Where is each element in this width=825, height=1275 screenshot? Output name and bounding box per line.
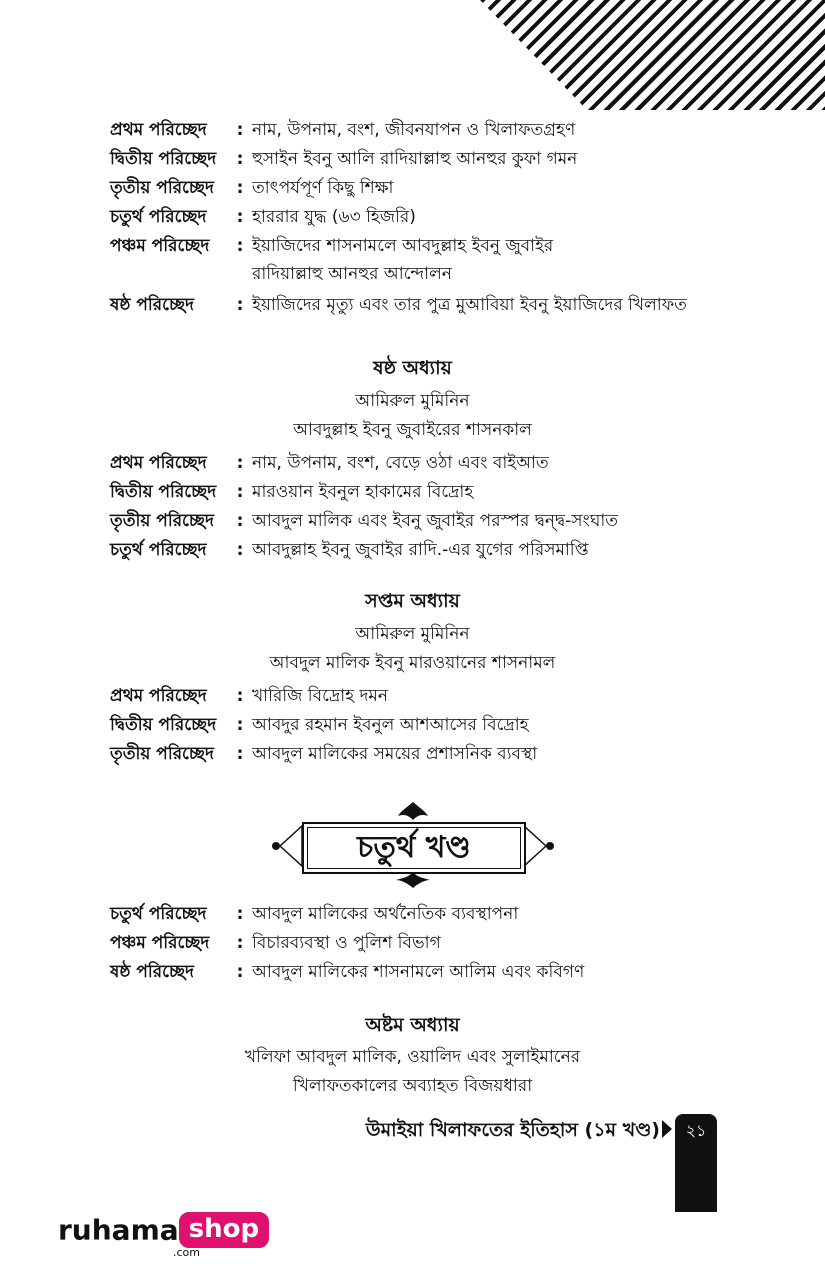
chapter-label: প্রথম পরিচ্ছেদ <box>110 120 207 140</box>
toc-row <box>110 714 529 736</box>
chapter-subtitle: আমিরুল মুমিনিন <box>355 391 470 411</box>
part-banner <box>268 800 558 890</box>
chapter-label: প্রথম পরিচ্ছেদ <box>110 453 207 473</box>
colon: : <box>236 482 244 502</box>
toc-row <box>110 743 537 765</box>
chapter-title: আবদুর রহমান ইবনুল আশআসের বিদ্রোহ <box>252 715 529 735</box>
colon: : <box>236 120 244 140</box>
chapter-label: চতুর্থ পরিচ্ছেদ <box>110 904 207 924</box>
colon: : <box>236 511 244 531</box>
toc-row <box>110 119 575 141</box>
colon: : <box>236 207 244 227</box>
colon: : <box>236 453 244 473</box>
chapter-label: পঞ্চম পরিচ্ছেদ <box>110 933 210 953</box>
colon: : <box>236 962 244 982</box>
chapter-title: আবদুল মালিক এবং ইবনু জুবাইর পরস্পর দ্বন্দ্ব-সংঘাত <box>252 511 619 531</box>
colon: : <box>236 295 244 315</box>
colon: : <box>236 236 244 256</box>
chapter-title: হুসাইন ইবনু আলি রাদিয়াল্লাহু আনহুর কুফা গমন <box>252 149 578 169</box>
chapter-subtitle: খিলাফতকালের অব্যাহত বিজয়ধারা <box>292 1076 533 1096</box>
chapter-subtitle: আবদুল্লাহ ইবনু জুবাইরের শাসনকাল <box>293 420 532 440</box>
running-footer-title: উমাইয়া খিলাফতের ইতিহাস (১ম খণ্ড) <box>365 1119 660 1141</box>
toc-row <box>110 148 577 170</box>
chapter-title: আবদুল্লাহ ইবনু জুবাইর রাদি.-এর যুগের পরিসমাপ্তি <box>252 540 589 560</box>
page-number: ২১ <box>675 1114 717 1212</box>
toc-row <box>110 235 553 257</box>
toc-row <box>110 177 393 199</box>
chapter-title: তাৎপর্যপূর্ণ কিছু শিক্ষা <box>252 178 394 198</box>
colon: : <box>236 904 244 924</box>
chapter-label: ষষ্ঠ পরিচ্ছেদ <box>110 962 194 982</box>
toc-row <box>110 539 589 561</box>
chapter-label: চতুর্থ পরিচ্ছেদ <box>110 207 207 227</box>
chapter-label: তৃতীয় পরিচ্ছেদ <box>110 178 214 198</box>
chapter-title: বিচারব্যবস্থা ও পুলিশ বিভাগ <box>252 933 441 953</box>
colon: : <box>236 933 244 953</box>
toc-row <box>110 206 416 228</box>
decorative-stripes <box>480 0 825 110</box>
chapter-heading: ষষ্ঠ অধ্যায় <box>373 357 452 379</box>
chapter-heading: সপ্তম অধ্যায় <box>365 590 460 612</box>
toc-row <box>110 452 549 474</box>
colon: : <box>236 715 244 735</box>
colon: : <box>236 540 244 560</box>
chapter-title: ইয়াজিদের শাসনামলে আবদুল্লাহ ইবনু জুবাইর <box>252 236 554 256</box>
chapter-label: দ্বিতীয় পরিচ্ছেদ <box>110 715 217 735</box>
colon: : <box>236 744 244 764</box>
chapter-label: দ্বিতীয় পরিচ্ছেদ <box>110 482 217 502</box>
toc-row <box>110 903 518 925</box>
logo-text: ruhama <box>58 1213 179 1247</box>
triangle-right-icon <box>662 1120 672 1138</box>
chapter-title: মারওয়ান ইবনুল হাকামের বিদ্রোহ <box>252 482 474 502</box>
chapter-label: ষষ্ঠ পরিচ্ছেদ <box>110 295 194 315</box>
chapter-title: আবদুল মালিকের অর্থনৈতিক ব্যবস্থাপনা <box>252 904 519 924</box>
chapter-title: হাররার যুদ্ধ (৬৩ হিজরি) <box>252 207 416 227</box>
chapter-title: নাম, উপনাম, বংশ, বেড়ে ওঠা এবং বাইআত <box>252 453 549 473</box>
toc-row <box>110 510 618 532</box>
chapter-label: তৃতীয় পরিচ্ছেদ <box>110 511 214 531</box>
chapter-subtitle: আবদুল মালিক ইবনু মারওয়ানের শাসনামল <box>269 653 556 673</box>
logo-domain: .com <box>173 1246 200 1259</box>
part-title: চতুর্থ খণ্ড <box>302 822 526 874</box>
chapter-title: ইয়াজিদের মৃত্যু এবং তার পুত্র মুআবিয়া ইবনু ইয়াজিদের খিলাফত <box>252 295 687 315</box>
chapter-label: তৃতীয় পরিচ্ছেদ <box>110 744 214 764</box>
chapter-label: চতুর্থ পরিচ্ছেদ <box>110 540 207 560</box>
chapter-subtitle: খলিফা আবদুল মালিক, ওয়ালিদ এবং সুলাইমানের <box>244 1047 581 1067</box>
toc-row <box>110 294 687 316</box>
toc-row <box>110 932 441 954</box>
colon: : <box>236 149 244 169</box>
chapter-subtitle: আমিরুল মুমিনিন <box>355 624 470 644</box>
chapter-label: প্রথম পরিচ্ছেদ <box>110 686 207 706</box>
logo-text-highlight: shop <box>179 1212 269 1248</box>
colon: : <box>236 686 244 706</box>
chapter-label: পঞ্চম পরিচ্ছেদ <box>110 236 210 256</box>
chapter-title-continued: রাদিয়াল্লাহু আনহুর আন্দোলন <box>252 264 452 284</box>
chapter-title: আবদুল মালিকের সময়ের প্রশাসনিক ব্যবস্থা <box>252 744 538 764</box>
chapter-title: আবদুল মালিকের শাসনামলে আলিম এবং কবিগণ <box>252 962 585 982</box>
toc-row <box>110 961 584 983</box>
colon: : <box>236 178 244 198</box>
chapter-title: নাম, উপনাম, বংশ, জীবনযাপন ও খিলাফতগ্রহণ <box>252 120 576 140</box>
publisher-logo <box>58 1212 269 1259</box>
toc-row <box>110 481 473 503</box>
chapter-heading: অষ্টম অধ্যায় <box>365 1014 460 1036</box>
toc-row <box>110 685 388 707</box>
chapter-title: খারিজি বিদ্রোহ দমন <box>252 686 389 706</box>
chapter-label: দ্বিতীয় পরিচ্ছেদ <box>110 149 217 169</box>
